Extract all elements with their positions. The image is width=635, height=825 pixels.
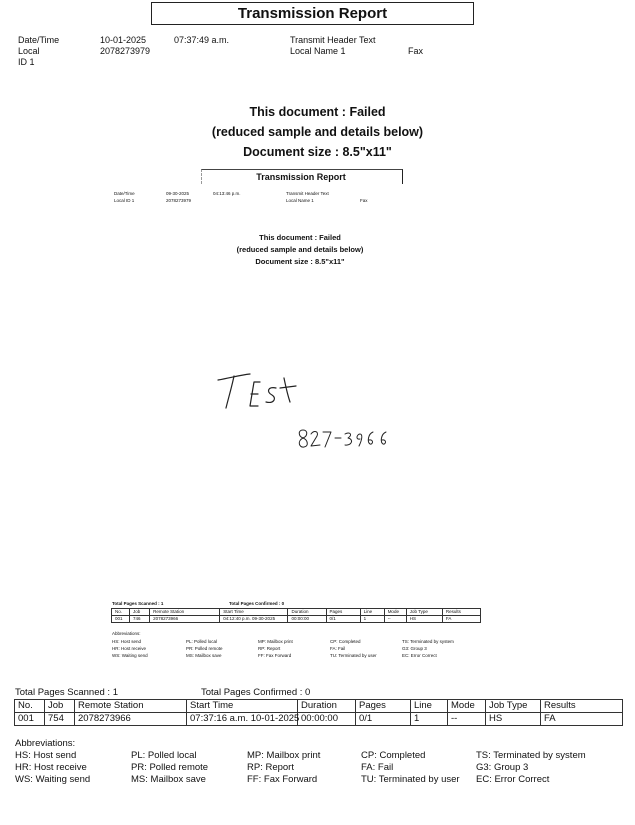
table-cell: 001 bbox=[15, 713, 45, 726]
header-cell: Start Time bbox=[220, 609, 288, 616]
inner-abbr-title: Abbreviations: bbox=[112, 631, 141, 636]
abbr-item: FA: Fail bbox=[330, 646, 346, 651]
header-text-label: Transmit Header Text bbox=[290, 35, 376, 45]
abbr-item: G3: Group 3 bbox=[402, 646, 427, 651]
report-title: Transmission Report bbox=[151, 2, 474, 25]
table-cell: FA bbox=[541, 713, 623, 726]
header-cell: Pages bbox=[356, 700, 411, 713]
header-cell: Remote Station bbox=[75, 700, 187, 713]
abbr-item: MS: Mailbox save bbox=[186, 653, 222, 658]
inner-header-text-label: Transmit Header Text bbox=[286, 191, 329, 196]
abbr-item: MP: Mailbox print bbox=[247, 750, 321, 761]
fax-label: Fax bbox=[408, 46, 424, 56]
inner-datetime-date: 09-30-2025 bbox=[166, 191, 190, 196]
header-cell: Duration bbox=[288, 609, 326, 616]
total-pages-confirmed: Total Pages Confirmed : 0 bbox=[201, 687, 311, 698]
datetime-label: Date/Time bbox=[18, 35, 60, 45]
table-cell: 2078273966 bbox=[75, 713, 187, 726]
table-cell: 746 bbox=[130, 616, 150, 623]
job-table bbox=[14, 699, 623, 726]
table-cell: 1 bbox=[411, 713, 448, 726]
local-id-label: Local ID 1 bbox=[18, 46, 40, 67]
header-cell: Job bbox=[45, 700, 75, 713]
header-cell: Pages bbox=[326, 609, 360, 616]
table-cell: 00:00:00 bbox=[288, 616, 326, 623]
abbr-item: TS: Terminated by system bbox=[476, 750, 586, 761]
inner-table-row bbox=[112, 616, 481, 623]
table-cell: 0/1 bbox=[356, 713, 411, 726]
table-header bbox=[15, 700, 623, 713]
abbr-item: FF: Fax Forward bbox=[247, 774, 318, 785]
datetime-date: 10-01-2025 bbox=[100, 35, 147, 45]
header-cell: Remote Station bbox=[150, 609, 220, 616]
inner-fax-label: Fax bbox=[360, 198, 368, 203]
abbr-item: FF: Fax Forward bbox=[258, 653, 292, 658]
abbr-item: CP: Completed bbox=[330, 639, 361, 644]
inner-job-table bbox=[111, 608, 481, 623]
total-pages-scanned: Total Pages Scanned : 1 bbox=[15, 687, 118, 698]
header-cell: Duration bbox=[298, 700, 356, 713]
abbr-item: CP: Completed bbox=[361, 750, 426, 761]
header-cell: Job bbox=[130, 609, 150, 616]
abbr-item: FA: Fail bbox=[361, 762, 394, 773]
local-id-value: 2078273979 bbox=[100, 46, 151, 56]
inner-datetime-label: Date/Time bbox=[114, 191, 135, 196]
header-cell: No. bbox=[112, 609, 130, 616]
inner-total-confirmed: Total Pages Confirmed : 0 bbox=[229, 601, 285, 606]
status-line-1: This document : Failed bbox=[249, 105, 386, 119]
table-cell: 07:37:16 a.m. 10-01-2025 bbox=[187, 713, 298, 726]
header-cell: Results bbox=[442, 609, 480, 616]
inner-report-title: Transmission Report bbox=[256, 172, 346, 182]
table-cell: -- bbox=[384, 616, 406, 623]
abbr-item: HS: Host send bbox=[15, 750, 77, 761]
inner-local-name-label: Local Name 1 bbox=[286, 198, 314, 203]
abbr-item: PL: Polled local bbox=[131, 750, 197, 761]
abbr-item: PL: Polled local bbox=[186, 639, 218, 644]
abbr-item: WS: Waiting send bbox=[15, 774, 91, 785]
abbr-item: MS: Mailbox save bbox=[131, 774, 206, 785]
abbr-item: TS: Terminated by system bbox=[402, 639, 454, 644]
header-cell: Line bbox=[360, 609, 384, 616]
abbr-item: TU: Terminated by user bbox=[330, 653, 377, 658]
abbr-item: HS: Host send bbox=[112, 639, 142, 644]
header-cell: Job Type bbox=[406, 609, 442, 616]
table-cell: 0/1 bbox=[326, 616, 360, 623]
inner-table-header bbox=[112, 609, 481, 616]
table-cell: 001 bbox=[112, 616, 130, 623]
local-name-label: Local Name 1 bbox=[290, 46, 346, 56]
abbr-item: EC: Error Correct bbox=[402, 653, 437, 658]
abbr-item: EC: Error Correct bbox=[476, 774, 550, 785]
abbr-item: PR: Polled remote bbox=[186, 646, 223, 651]
header-cell: Mode bbox=[384, 609, 406, 616]
status-block bbox=[150, 102, 485, 162]
inner-status-block bbox=[200, 232, 400, 268]
abbr-item: HR: Host receive bbox=[15, 762, 87, 773]
table-cell: 00:00:00 bbox=[298, 713, 356, 726]
header-cell: Line bbox=[411, 700, 448, 713]
inner-status-line-1: This document : Failed bbox=[259, 233, 341, 242]
inner-status-line-3: Document size : 8.5"x11" bbox=[255, 257, 345, 266]
table-cell: 754 bbox=[45, 713, 75, 726]
inner-total-scanned: Total Pages Scanned : 1 bbox=[112, 601, 164, 606]
status-line-2: (reduced sample and details below) bbox=[211, 125, 424, 139]
status-line-3: Document size : 8.5"x11" bbox=[243, 145, 392, 159]
abbreviations-title: Abbreviations: bbox=[15, 738, 76, 749]
header-cell: Results bbox=[541, 700, 623, 713]
header-cell: No. bbox=[15, 700, 45, 713]
handwriting bbox=[210, 368, 400, 458]
table-cell: 1 bbox=[360, 616, 384, 623]
abbr-item: MP: Mailbox print bbox=[258, 639, 293, 644]
table-row bbox=[15, 713, 623, 726]
inner-status-line-2: (reduced sample and details below) bbox=[236, 245, 364, 254]
inner-local-id: 2078273979 bbox=[166, 198, 192, 203]
header-cell: Start Time bbox=[187, 700, 298, 713]
header-cell: Mode bbox=[448, 700, 486, 713]
header-cell: Job Type bbox=[486, 700, 541, 713]
abbr-item: PR: Polled remote bbox=[131, 762, 209, 773]
inner-local-id-label: Local ID 1 bbox=[114, 198, 135, 203]
abbr-item: WS: Waiting send bbox=[112, 653, 148, 658]
abbr-item: TU: Terminated by user bbox=[361, 774, 460, 785]
abbr-item: RP: Report bbox=[247, 762, 294, 773]
table-cell: -- bbox=[448, 713, 486, 726]
abbr-item: HR: Host receive bbox=[112, 646, 147, 651]
abbr-item: G3: Group 3 bbox=[476, 762, 529, 773]
datetime-time: 07:37:49 a.m. bbox=[174, 35, 230, 45]
abbr-item: RP: Report bbox=[258, 646, 281, 651]
table-cell: 2078273966 bbox=[150, 616, 220, 623]
table-cell: 04:12:40 p.m. 09-30-2025 bbox=[220, 616, 288, 623]
inner-datetime-time: 04:13:46 p.m. bbox=[213, 191, 241, 196]
table-cell: HS bbox=[406, 616, 442, 623]
table-cell: FA bbox=[442, 616, 480, 623]
table-cell: HS bbox=[486, 713, 541, 726]
